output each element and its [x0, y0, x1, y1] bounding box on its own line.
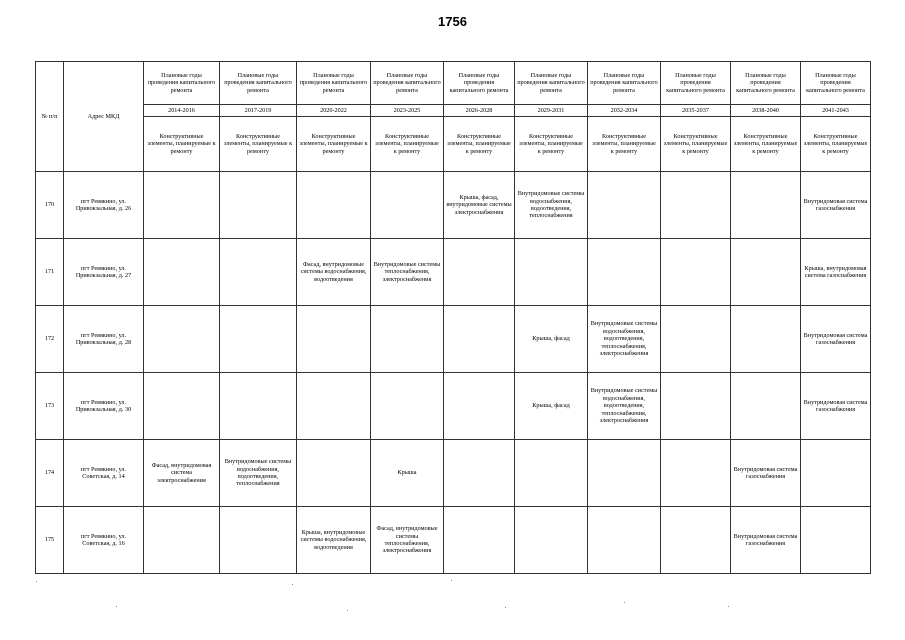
table-row	[36, 440, 871, 507]
repair-cell	[297, 172, 371, 239]
repair-cell	[371, 306, 444, 373]
repair-cell	[588, 440, 661, 507]
repair-cell	[731, 306, 801, 373]
repair-cell: Крыша, фасад	[515, 373, 588, 440]
header-period: 2041-2043	[801, 105, 871, 117]
page-number: 1756	[438, 14, 467, 29]
row-address: пгт Ревякино, ул. Советская, д. 16	[64, 507, 144, 574]
repair-cell	[220, 373, 297, 440]
header-planned-years: Плановые годы проведения капитального ремонта	[588, 62, 661, 105]
header-planned-years: Плановые годы проведения капитального ремонта	[371, 62, 444, 105]
repair-cell	[144, 239, 220, 306]
repair-cell: Крыша, фасад, внутридомовые системы электроснабжения	[444, 172, 515, 239]
repair-cell	[371, 172, 444, 239]
repair-cell	[661, 239, 731, 306]
repair-cell: Внутридомовая система газоснабжения	[801, 172, 871, 239]
row-address: пгт Ревякино, ул. Привокзальная, д. 30	[64, 373, 144, 440]
header-elements: Конструктивные элементы, планируемые к ремонту	[297, 117, 371, 172]
repair-cell	[444, 373, 515, 440]
header-elements: Конструктивные элементы, планируемые к ремонту	[588, 117, 661, 172]
table-row	[36, 306, 871, 373]
repair-cell	[515, 440, 588, 507]
header-period: 2020-2022	[297, 105, 371, 117]
repair-cell	[661, 172, 731, 239]
repair-cell: Фасад, внутридомовая система электроснабжения	[144, 440, 220, 507]
repair-cell: Крыша, фасад	[515, 306, 588, 373]
header-elements: Конструктивные элементы, планируемые к ремонту	[515, 117, 588, 172]
repair-cell: Внутридомовая система газоснабжения	[731, 507, 801, 574]
header-elements: Конструктивные элементы, планируемые к ремонту	[371, 117, 444, 172]
table-row	[36, 507, 871, 574]
repair-cell	[444, 440, 515, 507]
repair-cell: Фасад, внутридомовые системы теплоснабжения, электроснабжения	[371, 507, 444, 574]
row-number: 175	[36, 507, 64, 574]
repair-cell	[731, 172, 801, 239]
repair-cell	[801, 440, 871, 507]
repair-cell	[515, 239, 588, 306]
repair-cell: Внутридомовые системы водоснабжения, водоотведения, теплоснабжения, электроснабжения	[588, 373, 661, 440]
header-period: 2032-2034	[588, 105, 661, 117]
header-elements: Конструктивные элементы, планируемые к ремонту	[801, 117, 871, 172]
repair-cell	[297, 306, 371, 373]
repair-cell: Фасад, внутридомовые системы водоснабжения, водоотведения	[297, 239, 371, 306]
repair-cell	[144, 373, 220, 440]
repair-cell	[588, 239, 661, 306]
repair-cell	[371, 373, 444, 440]
repair-cell	[661, 507, 731, 574]
capital-repair-table	[35, 61, 871, 574]
repair-cell	[588, 507, 661, 574]
repair-cell: Внутридомовые системы теплоснабжения, электроснабжения	[371, 239, 444, 306]
repair-cell: Внутридомовые системы водоснабжения, водоотведения, теплоснабжения	[515, 172, 588, 239]
repair-cell	[144, 306, 220, 373]
repair-cell	[801, 507, 871, 574]
header-period: 2014-2016	[144, 105, 220, 117]
repair-cell: Крыша, внутридомовая система газоснабжения	[801, 239, 871, 306]
header-planned-years: Плановые годы проведения капитального ремонта	[801, 62, 871, 105]
repair-cell	[144, 172, 220, 239]
row-address: пгт Ревякино, ул. Привокзальная, д. 28	[64, 306, 144, 373]
repair-cell	[444, 507, 515, 574]
repair-cell: Внутридомовые системы водоснабжения, водоотведения, теплоснабжения, электроснабжения	[588, 306, 661, 373]
repair-cell	[144, 507, 220, 574]
header-elements: Конструктивные элементы, планируемые к ремонту	[144, 117, 220, 172]
repair-cell: Крыша	[371, 440, 444, 507]
header-address: Адрес МКД	[64, 62, 144, 172]
header-planned-years: Плановые годы проведения капитального ремонта	[297, 62, 371, 105]
repair-cell	[297, 440, 371, 507]
repair-cell	[220, 507, 297, 574]
row-number: 173	[36, 373, 64, 440]
repair-cell	[661, 373, 731, 440]
repair-cell	[220, 239, 297, 306]
header-num: № п/п	[36, 62, 64, 172]
header-planned-years: Плановые годы проведения капитального ремонта	[444, 62, 515, 105]
repair-cell: Внутридомовые системы водоснабжения, водоотведения, теплоснабжения	[220, 440, 297, 507]
header-planned-years: Плановые годы проведения капитального ремонта	[220, 62, 297, 105]
repair-cell	[297, 373, 371, 440]
row-address: пгт Ревякино, ул. Привокзальная, д. 26	[64, 172, 144, 239]
repair-cell	[220, 172, 297, 239]
header-period: 2029-2031	[515, 105, 588, 117]
header-period: 2038-2040	[731, 105, 801, 117]
header-planned-years: Плановые годы проведения капитального ремонта	[515, 62, 588, 105]
repair-cell	[731, 373, 801, 440]
row-number: 172	[36, 306, 64, 373]
header-elements: Конструктивные элементы, планируемые к ремонту	[444, 117, 515, 172]
header-period: 2017-2019	[220, 105, 297, 117]
row-number: 171	[36, 239, 64, 306]
repair-cell	[220, 306, 297, 373]
table-row	[36, 239, 871, 306]
header-period: 2023-2025	[371, 105, 444, 117]
header-period: 2026-2028	[444, 105, 515, 117]
row-number: 170	[36, 172, 64, 239]
row-address: пгт Ревякино, ул. Советская, д. 14	[64, 440, 144, 507]
header-planned-years: Плановые годы проведения капитального ремонта	[144, 62, 220, 105]
repair-cell: Внутридомовая система газоснабжения	[801, 373, 871, 440]
row-number: 174	[36, 440, 64, 507]
row-address: пгт Ревякино, ул. Привокзальная, д. 27	[64, 239, 144, 306]
repair-cell	[444, 306, 515, 373]
repair-cell: Крыша, внутридомовые системы водоснабжения, водоотведения	[297, 507, 371, 574]
header-elements: Конструктивные элементы, планируемые к ремонту	[661, 117, 731, 172]
repair-cell	[444, 239, 515, 306]
table-row	[36, 373, 871, 440]
repair-cell	[515, 507, 588, 574]
header-planned-years: Плановые годы проведения капитального ремонта	[731, 62, 801, 105]
header-elements: Конструктивные элементы, планируемые к ремонту	[731, 117, 801, 172]
repair-cell: Внутридомовая система газоснабжения	[731, 440, 801, 507]
repair-cell	[661, 440, 731, 507]
repair-cell	[661, 306, 731, 373]
header-elements: Конструктивные элементы, планируемые к ремонту	[220, 117, 297, 172]
header-planned-years: Плановые годы проведения капитального ремонта	[661, 62, 731, 105]
repair-cell	[588, 172, 661, 239]
header-period: 2035-2037	[661, 105, 731, 117]
repair-cell: Внутридомовая система газоснабжения	[801, 306, 871, 373]
repair-cell	[731, 239, 801, 306]
table-row	[36, 172, 871, 239]
